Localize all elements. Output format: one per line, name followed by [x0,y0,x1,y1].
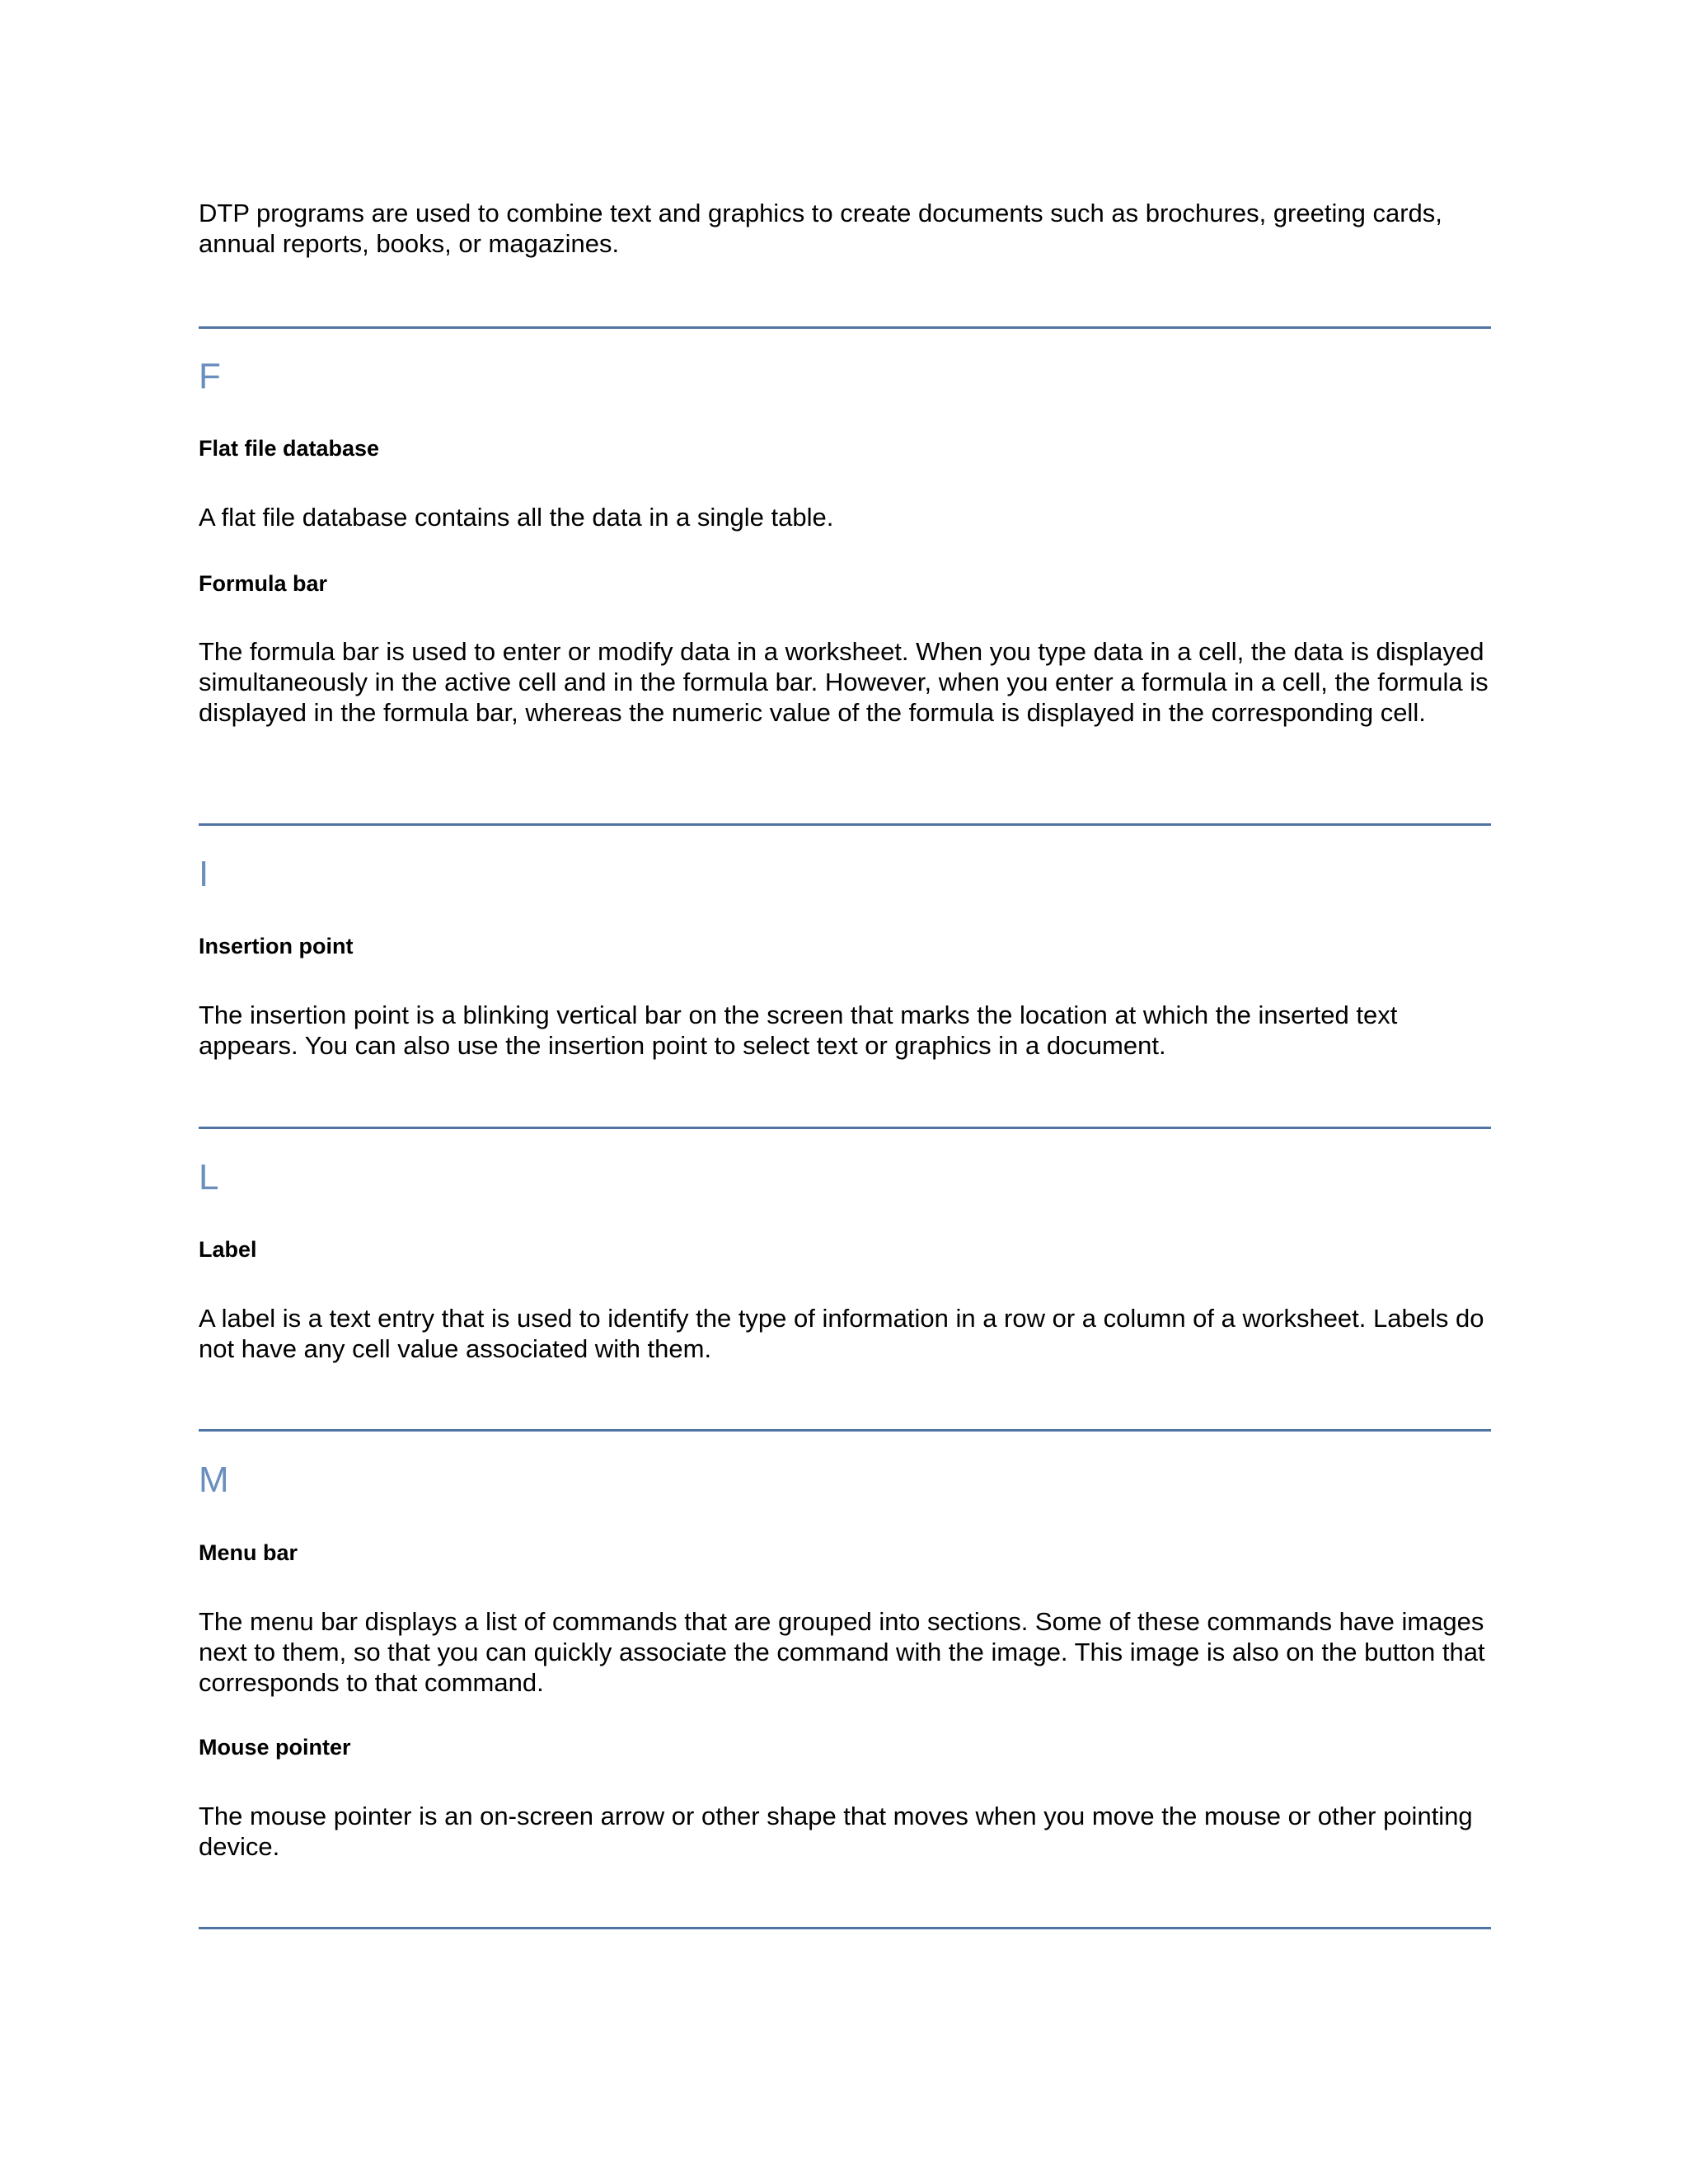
intro-paragraph: DTP programs are used to combine text and graphics to create documents such as brochures, greeting cards, annual reports, books, or magazines. [199,199,1442,258]
term-mouse-pointer: Mouse pointer [199,1735,351,1760]
definition-formula-bar: The formula bar is used to enter or modify data in a worksheet. When you type data in a cell, the data is displayed simultaneously in the active cell and in the formula bar. However, when you enter a formula in a cell, the formula is displayed in the formula bar, whereas the numeric value of the formula is displayed in the corresponding cell. [199,637,1489,727]
definition-label: A label is a text entry that is used to identify the type of information in a row or a column of a worksheet. Labels do not have any cell value associated with them. [199,1304,1484,1363]
section-letter-l: L [199,1157,219,1197]
term-formula-bar: Formula bar [199,571,328,596]
section-divider [199,1927,1491,1929]
term-label: Label [199,1237,257,1262]
term-insertion-point: Insertion point [199,934,354,958]
section-letter-m: M [199,1460,229,1500]
section-divider [199,326,1491,329]
term-menu-bar: Menu bar [199,1540,298,1565]
section-divider [199,1429,1491,1432]
section-letter-f: F [199,356,221,396]
section-letter-i: I [199,854,209,894]
term-flat-file-database: Flat file database [199,436,380,461]
definition-mouse-pointer: The mouse pointer is an on-screen arrow or other shape that moves when you move the mouse or other pointing device. [199,1802,1473,1861]
section-divider [199,1127,1491,1129]
definition-insertion-point: The insertion point is a blinking vertical bar on the screen that marks the location at which the inserted text appears. You can also use the insertion point to select text or graphics in a document. [199,1001,1398,1060]
definition-menu-bar: The menu bar displays a list of commands that are grouped into sections. Some of these commands have images next to them, so that you can quickly associate the command with the image. This image is also on the button that corresponds to that command. [199,1607,1485,1697]
definition-flat-file-database: A flat file database contains all the data in a single table. [199,503,834,532]
section-divider [199,823,1491,826]
